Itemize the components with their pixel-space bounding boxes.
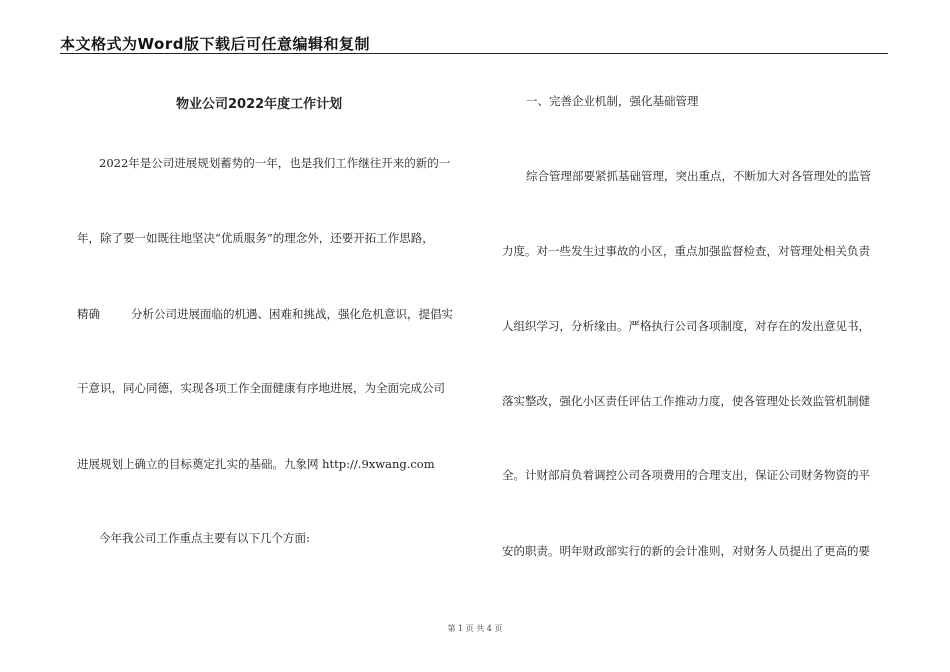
right-line-7: 安的职责。明年财政部实行的新的会计准则，对财务人员提出了更高的要 (502, 544, 870, 558)
right-line-4: 人组织学习，分析缘由。严格执行公司各项制度，对存在的发出意见书， (502, 319, 870, 333)
left-line-7: 今年我公司工作重点主要有以下几个方面: (99, 531, 310, 545)
left-line-6: 进展规划上确立的目标奠定扎实的基础。九象网 http://.9xwang.com (77, 457, 435, 471)
left-line-4: 分析公司进展面临的机遇、困难和挑战，强化危机意识，提倡实 (131, 307, 453, 321)
right-line-5: 落实整改，强化小区责任评估工作推动力度，使各管理处长效监管机制健 (502, 394, 870, 408)
page-footer: 第 1 页 共 4 页 (447, 624, 503, 633)
right-line-2: 综合管理部要紧抓基础管理，突出重点，不断加大对各管理处的监管 (526, 169, 871, 183)
right-line-1: 一、完善企业机制，强化基础管理 (526, 94, 699, 108)
left-line-2: 年，除了要一如既往地坚决“优质服务”的理念外，还要开拓工作思路， (77, 231, 434, 245)
right-line-3: 力度。对一些发生过事故的小区，重点加强监督检查，对管理处相关负责 (502, 244, 870, 258)
header-text: 本文格式为Word版下载后可任意编辑和复制 (60, 35, 370, 53)
left-line-3: 精确 (77, 307, 100, 321)
left-line-1: 2022年是公司进展规划蓄势的一年，也是我们工作继往开来的新的一 (99, 156, 451, 170)
left-line-5: 干意识，同心同德，实现各项工作全面健康有序地进展，为全面完成公司 (77, 381, 445, 395)
header-divider (60, 53, 888, 54)
right-line-6: 全。计财部肩负着调控公司各项费用的合理支出，保证公司财务物资的平 (502, 468, 870, 482)
document-title: 物业公司2022年度工作计划 (176, 97, 343, 112)
